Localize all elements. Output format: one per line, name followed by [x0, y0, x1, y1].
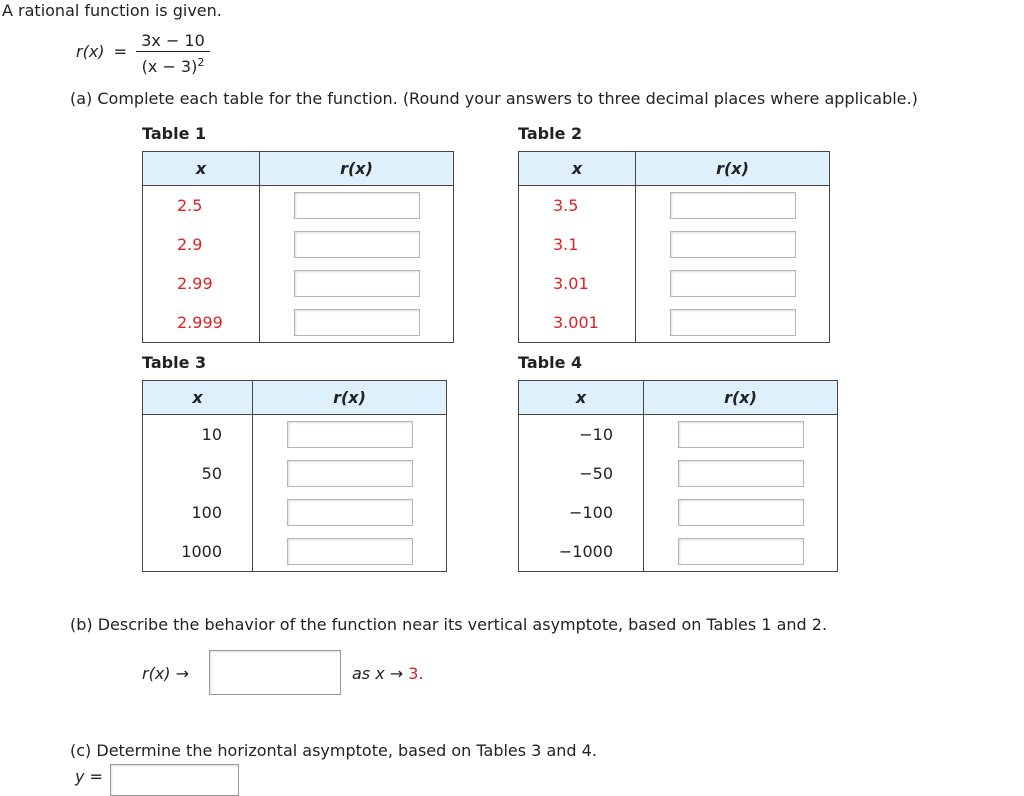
table-row	[143, 264, 454, 303]
r-value-input[interactable]	[670, 309, 796, 336]
x-column-header: x	[143, 152, 260, 186]
r-value-input[interactable]	[287, 460, 413, 487]
r-value-input[interactable]	[670, 231, 796, 258]
x-value: 2.99	[143, 264, 260, 303]
as-x-approaches-text: as x →	[352, 664, 404, 683]
x-column-header: x	[519, 152, 636, 186]
function-lhs	[76, 42, 127, 61]
r-value-input[interactable]	[287, 421, 413, 448]
table-row	[143, 186, 454, 226]
table-4-title: Table 4	[518, 353, 583, 372]
part-c-instructions: (c) Determine the horizontal asymptote, based on Tables 3 and 4.	[70, 741, 597, 760]
x-value: 50	[143, 454, 253, 493]
x-value: 2.9	[143, 225, 260, 264]
r-value-input[interactable]	[670, 270, 796, 297]
function-fraction	[136, 31, 210, 76]
r-value-input[interactable]	[294, 309, 420, 336]
r-value-input[interactable]	[294, 270, 420, 297]
table-2	[518, 151, 830, 343]
table-row	[143, 225, 454, 264]
x-value: 3.5	[519, 186, 636, 226]
table-4	[518, 380, 838, 572]
r-value-input[interactable]	[678, 499, 804, 526]
x-value: 2.999	[143, 303, 260, 343]
behavior-answer-input[interactable]	[209, 650, 341, 695]
r-value-input[interactable]	[287, 499, 413, 526]
table-2-title: Table 2	[518, 124, 583, 143]
horizontal-asymptote-input[interactable]	[110, 764, 239, 796]
x-value: −1000	[519, 532, 644, 572]
r-value-input[interactable]	[294, 192, 420, 219]
part-b-instructions: (b) Describe the behavior of the function near its vertical asymptote, based on Tables 1 and 2.	[70, 615, 828, 634]
table-row	[143, 532, 447, 572]
fraction-numerator: 3x − 10	[141, 31, 205, 50]
table-row	[519, 264, 830, 303]
table-row	[519, 454, 838, 493]
x-value: −10	[519, 415, 644, 455]
x-column-header: x	[519, 381, 644, 415]
table-1	[142, 151, 454, 343]
r-column-header: r(x)	[260, 152, 454, 186]
r-value-input[interactable]	[287, 538, 413, 565]
table-1-title: Table 1	[142, 124, 207, 143]
fraction-denominator: $(x - 3)^2$	[141, 56, 205, 76]
r-value-input[interactable]	[678, 538, 804, 565]
x-value: 100	[143, 493, 253, 532]
table-row	[519, 225, 830, 264]
denominator-exponent: 2	[197, 56, 205, 69]
x-value: −50	[519, 454, 644, 493]
horizontal-asymptote-lhs: y =	[75, 767, 103, 786]
approach-value: 3.	[408, 664, 424, 683]
table-row	[143, 415, 447, 455]
table-row	[519, 493, 838, 532]
table-row	[143, 493, 447, 532]
r-value-input[interactable]	[678, 421, 804, 448]
fraction-bar	[136, 51, 210, 52]
x-value: 3.1	[519, 225, 636, 264]
table-3-title: Table 3	[142, 353, 207, 372]
x-value: −100	[519, 493, 644, 532]
table-row	[519, 415, 838, 455]
r-value-input[interactable]	[678, 460, 804, 487]
table-3	[142, 380, 447, 572]
x-value: 1000	[143, 532, 253, 572]
part-a-instructions: (a) Complete each table for the function. (Round your answers to three decimal places where applicable.)	[70, 89, 918, 108]
r-column-header: r(x)	[253, 381, 447, 415]
table-row	[143, 454, 447, 493]
r-value-input[interactable]	[294, 231, 420, 258]
behavior-condition	[352, 664, 424, 683]
table-row	[519, 186, 830, 226]
table-row	[519, 532, 838, 572]
function-name: r(x)	[76, 42, 105, 61]
x-column-header: x	[143, 381, 253, 415]
equals-sign: =	[113, 42, 128, 61]
table-row	[143, 303, 454, 343]
behavior-lhs: r(x) →	[142, 664, 190, 683]
x-value: 10	[143, 415, 253, 455]
r-column-header: r(x)	[644, 381, 838, 415]
r-value-input[interactable]	[670, 192, 796, 219]
x-value: 3.01	[519, 264, 636, 303]
intro-text: A rational function is given.	[2, 1, 222, 20]
r-column-header: r(x)	[636, 152, 830, 186]
x-value: 3.001	[519, 303, 636, 343]
x-value: 2.5	[143, 186, 260, 226]
table-row	[519, 303, 830, 343]
